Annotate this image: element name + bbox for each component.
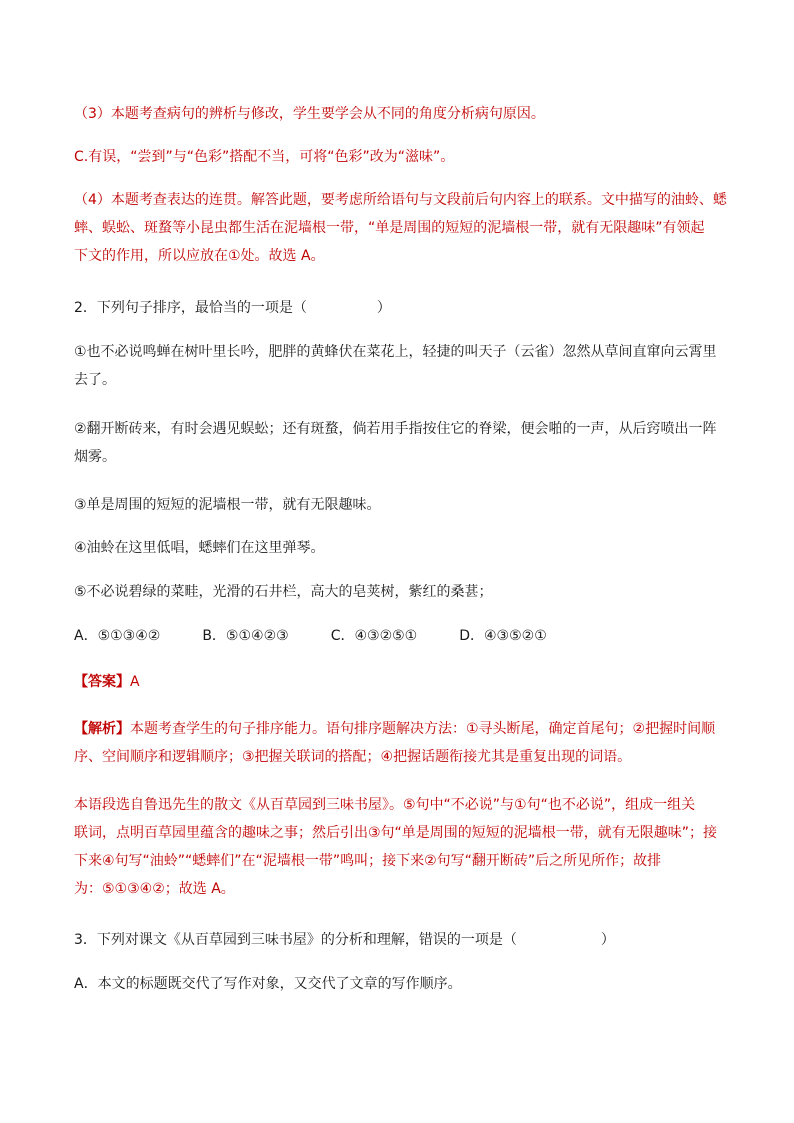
analysis-option-c [74, 143, 734, 171]
sentence-3 [74, 491, 734, 519]
analysis-item-4 [74, 186, 734, 270]
question-3-stem-text: 3．下列对课文《从百草园到三味书屋》的分析和理解，错误的一项是（ ） [74, 932, 615, 948]
analysis-item-4-line-3: 下文的作用，所以应放在①处。故选 A。 [74, 248, 325, 264]
analysis-item-4-line-2: 蟀、蜈蚣、斑蝥等小昆虫都生活在泥墙根一带，“单是周围的短短的泥墙根一带，就有无限趣味”有领起 [74, 220, 705, 236]
analysis-detail-line-2: 联词，点明百草园里蕴含的趣味之事；然后引出③句“单是周围的短短的泥墙根一带，就有无限趣味”；接 [74, 825, 718, 841]
question-3-stem [74, 926, 734, 954]
analysis-detail-line-1: 本语段选自鲁迅先生的散文《从百草园到三味书屋》。⑤句中“不必说”与①句“也不必说”，组成一组关 [74, 797, 696, 813]
analysis-line-2: 序、空间顺序和逻辑顺序；③把握关联词的搭配；④把握话题衔接尤其是重复出现的词语。 [74, 749, 632, 765]
question-2-options-text: A．⑤①③④② B．⑤①④②③ C．④③②⑤① D．④③⑤②① [74, 628, 547, 644]
question-3-option-a [74, 970, 734, 998]
question-2-options [74, 622, 734, 650]
answer-label: 【答案】 [74, 674, 130, 690]
question-2-stem [74, 294, 734, 322]
sentence-2-line-2: 烟雾。 [74, 449, 116, 465]
analysis-detail [74, 791, 734, 903]
sentence-3-text: ③单是周围的短短的泥墙根一带，就有无限趣味。 [74, 497, 381, 513]
analysis-line-1: 本题考查学生的句子排序能力。语句排序题解决方法：①寻头断尾，确定首尾句；②把握时间顺 [130, 721, 716, 737]
analysis-item-3-text: （3）本题考查病句的辨析与修改，学生要学会从不同的角度分析病句原因。 [74, 106, 545, 122]
analysis-detail-line-4: 为：⑤①③④②；故选 A。 [74, 881, 235, 897]
sentence-2 [74, 415, 734, 471]
sentence-5-text: ⑤不必说碧绿的菜畦，光滑的石井栏，高大的皂荚树，紫红的桑葚； [74, 584, 493, 600]
sentence-2-line-1: ②翻开断砖来，有时会遇见蜈蚣；还有斑蝥，倘若用手指按住它的脊梁，便会啪的一声，从后窍喷出一阵 [74, 421, 717, 437]
sentence-1-line-2: 去了。 [74, 372, 116, 388]
analysis-block [74, 715, 734, 771]
analysis-detail-line-3: 下来④句写“油蛉”“蟋蟀们”在“泥墙根一带”鸣叫；接下来②句写“翻开断砖”后之所见所作；故排 [74, 853, 662, 869]
sentence-1 [74, 338, 734, 394]
analysis-item-3 [74, 100, 734, 128]
sentence-4 [74, 534, 734, 562]
sentence-5 [74, 578, 734, 606]
answer-value: A [130, 674, 140, 690]
answer-block [74, 668, 734, 696]
question-2-stem-text: 2．下列句子排序，最恰当的一项是（ ） [74, 300, 391, 316]
sentence-1-line-1: ①也不必说鸣蝉在树叶里长吟，肥胖的黄蜂伏在菜花上，轻捷的叫天子（云雀）忽然从草间直窜向云霄里 [74, 344, 717, 360]
sentence-4-text: ④油蛉在这里低唱，蟋蟀们在这里弹琴。 [74, 540, 325, 556]
analysis-item-4-line-1: （4）本题考查表达的连贯。解答此题，要考虑所给语句与文段前后句内容上的联系。文中描写的油蛉、蟋 [74, 192, 727, 208]
analysis-option-c-text: C.有误，“尝到”与“色彩”搭配不当，可将“色彩”改为“滋味”。 [74, 149, 455, 165]
question-3-option-a-text: A．本文的标题既交代了写作对象，又交代了文章的写作顺序。 [74, 976, 462, 992]
analysis-label: 【解析】 [74, 721, 130, 737]
